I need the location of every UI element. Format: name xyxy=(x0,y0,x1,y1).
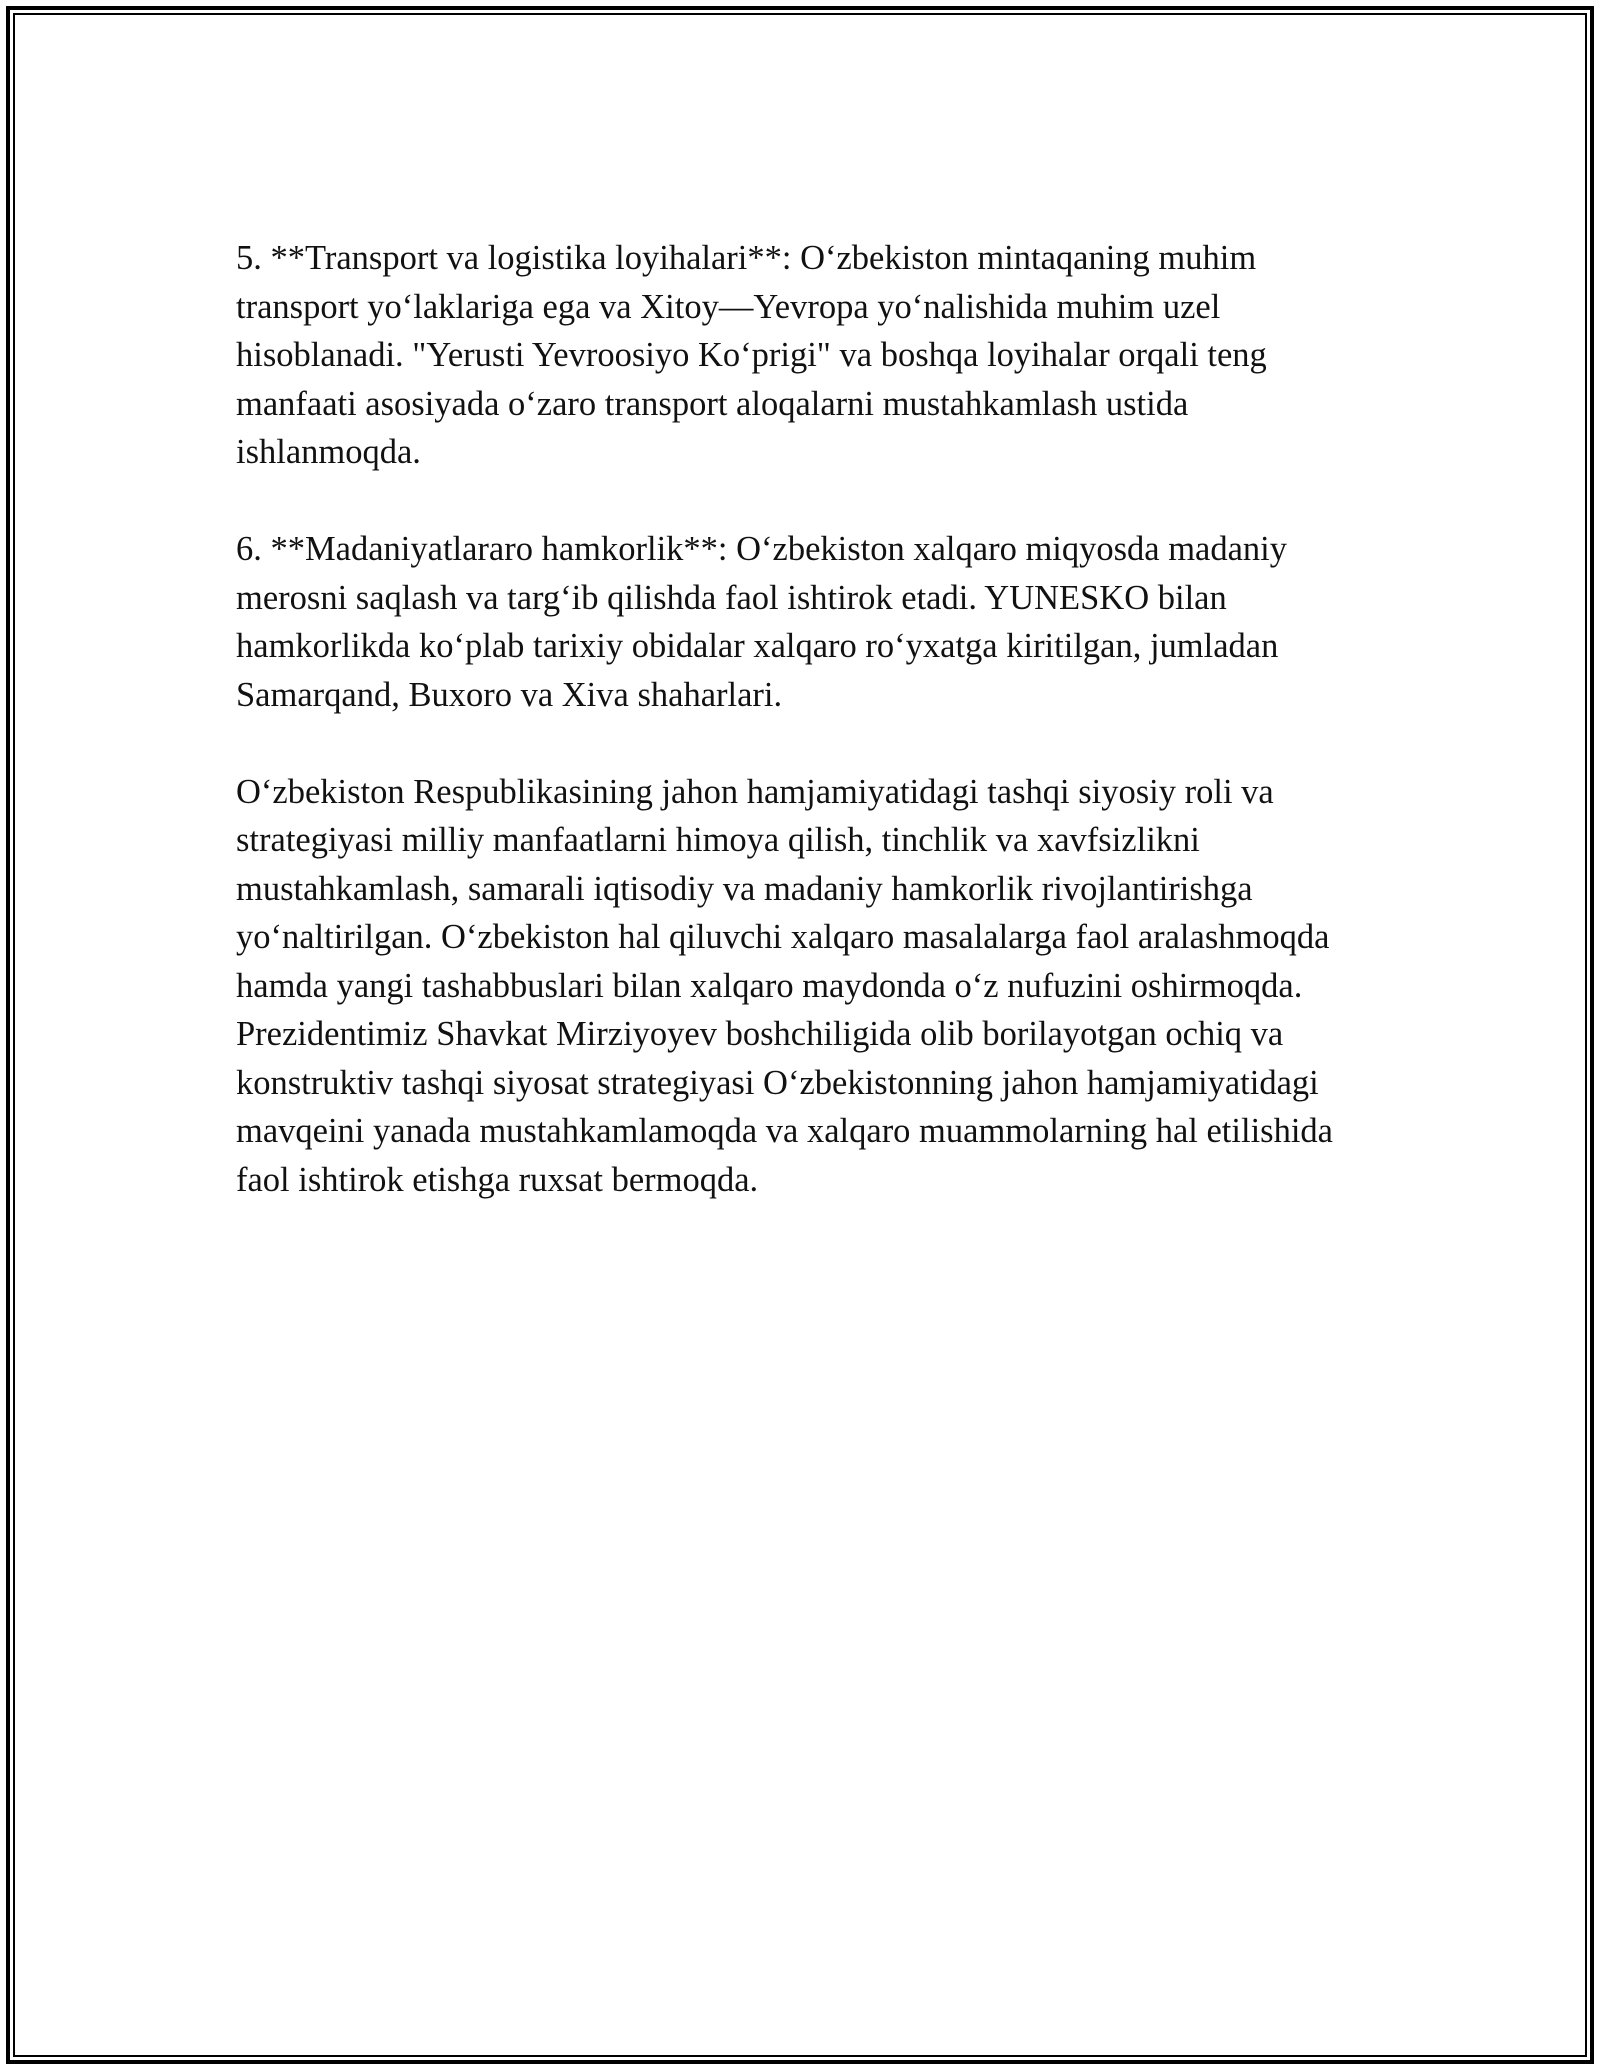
paragraph-conclusion: O‘zbekiston Respublikasining jahon hamjamiyatidagi tashqi siyosiy roli va strategiyasi milliy manfaatlarni himoya qilish, tinchlik va xavfsizlikni mustahkamlash, samarali iqtisodiy va madaniy hamkorlik rivojlantirishga yo‘naltirilgan. O‘zbekiston hal qiluvchi xalqaro masalalarga faol aralashmoqda hamda yangi tashabbuslari bilan xalqaro maydonda o‘z nufuzini oshirmoqda. Prezidentimiz Shavkat Mirziyoyev boshchiligida olib borilayotgan ochiq va konstruktiv tashqi siyosat strategiyasi O‘zbekistonning jahon hamjamiyatidagi mavqeini yanada mustahkamlamoqda va xalqaro muammolarning hal etilishida faol ishtirok etishga ruxsat bermoqda. xyxy=(236,772,1333,1199)
document-body xyxy=(236,234,1376,1204)
paragraph-intercultural-cooperation: 6. **Madaniyatlararo hamkorlik**: O‘zbekiston xalqaro miqyosda madaniy merosni saqlash va targ‘ib qilishda faol ishtirok etadi. YUNESKO bilan hamkorlikda ko‘plab tarixiy obidalar xalqaro ro‘yxatga kiritilgan, jumladan Samarqand, Buxoro va Xiva shaharlari. xyxy=(236,530,1288,714)
paragraph-transport-logistics: 5. **Transport va logistika loyihalari**: O‘zbekiston mintaqaning muhim transport yo‘laklariga ega va Xitoy—Yevropa yo‘nalishida muhim uzel hisoblanadi. "Yerusti Yevroosiyo Ko‘prigi" va boshqa loyihalar orqali teng manfaati asosiyada o‘zaro transport aloqalarni mustahkamlash ustida ishlanmoqda. xyxy=(236,239,1267,471)
